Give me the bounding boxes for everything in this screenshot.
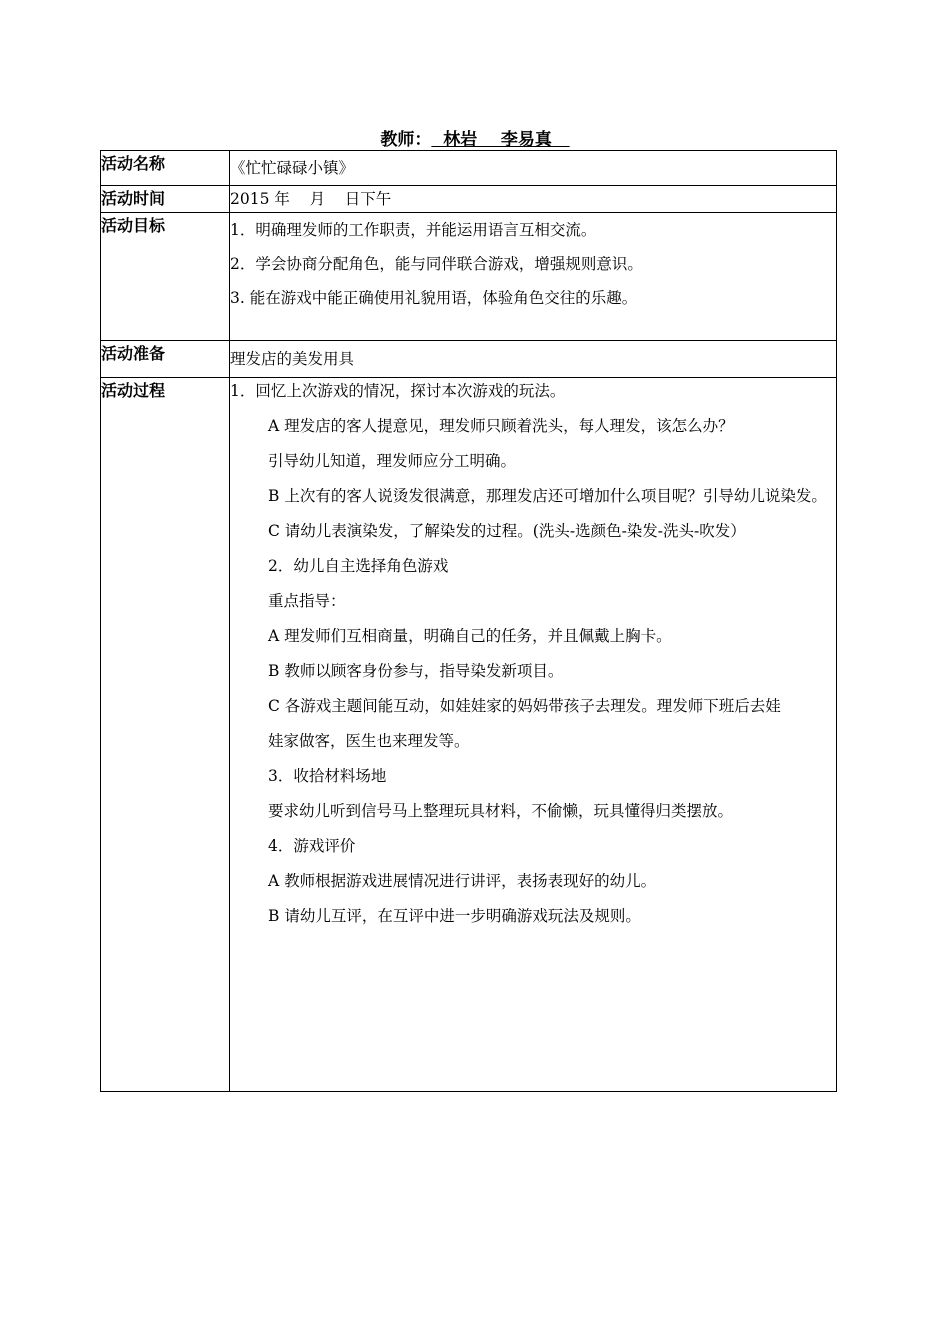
label-activity-time: 活动时间 [101,186,230,213]
label-activity-goals: 活动目标 [101,213,230,341]
process-paragraph: 重点指导： [268,592,346,610]
process-paragraph: 1．回忆上次游戏的情况，探讨本次游戏的玩法。 [230,382,566,400]
row-activity-name [101,151,837,186]
activity-name-value: 《忙忙碌碌小镇》 [230,159,355,177]
teacher-label: 教师： [380,130,432,150]
activity-time-value: 2015 年 月 日下午 [230,190,392,208]
teacher-names: 林岩 李易真 [431,130,570,150]
process-paragraph: A 教师根据游戏进展情况进行讲评，表扬表现好的幼儿。 [268,872,657,890]
row-activity-prep [101,341,837,378]
process-paragraph: 4．游戏评价 [268,837,356,855]
process-paragraph: B 教师以顾客身份参与，指导染发新项目。 [268,662,564,680]
goal-item: 1．明确理发师的工作职责，并能运用语言互相交流。 [230,221,597,239]
process-paragraph: 要求幼儿听到信号马上整理玩具材料，不偷懒，玩具懂得归类摆放。 [268,802,734,820]
label-activity-name: 活动名称 [101,151,230,186]
activity-goals-list [230,213,837,341]
process-paragraph: B 请幼儿互评，在互评中进一步明确游戏玩法及规则。 [268,907,641,925]
activity-prep-value: 理发店的美发用具 [230,350,355,368]
label-activity-process: 活动过程 [101,378,230,1092]
label-activity-prep: 活动准备 [101,341,230,378]
process-paragraph: C 请幼儿表演染发，了解染发的过程。(洗头-选颜色-染发-洗头-吹发） [268,522,746,540]
process-paragraph: C 各游戏主题间能互动，如娃娃家的妈妈带孩子去理发。理发师下班后去娃 [268,697,781,715]
activity-process-content [230,378,837,1092]
process-paragraph: A 理发店的客人提意见，理发师只顾着洗头，每人理发，该怎么办？ [268,417,734,435]
row-activity-time [101,186,837,213]
goal-item: 2．学会协商分配角色，能与同伴联合游戏，增强规则意识。 [230,255,643,273]
row-activity-process [101,378,837,1092]
process-paragraph: 娃家做客，医生也来理发等。 [268,732,470,750]
process-paragraph: B 上次有的客人说烫发很满意，那理发店还可增加什么项目呢？引导幼儿说染发。 [268,487,827,505]
teacher-line [0,125,950,150]
goal-item: 3. 能在游戏中能正确使用礼貌用语，体验角色交往的乐趣。 [230,289,638,307]
process-paragraph: A 理发师们互相商量，明确自己的任务，并且佩戴上胸卡。 [268,627,672,645]
process-paragraph: 3．收拾材料场地 [268,767,387,785]
process-paragraph: 2．幼儿自主选择角色游戏 [268,557,449,575]
row-activity-goals [101,213,837,341]
activity-plan-table [100,150,837,1092]
process-paragraph: 引导幼儿知道，理发师应分工明确。 [268,452,517,470]
